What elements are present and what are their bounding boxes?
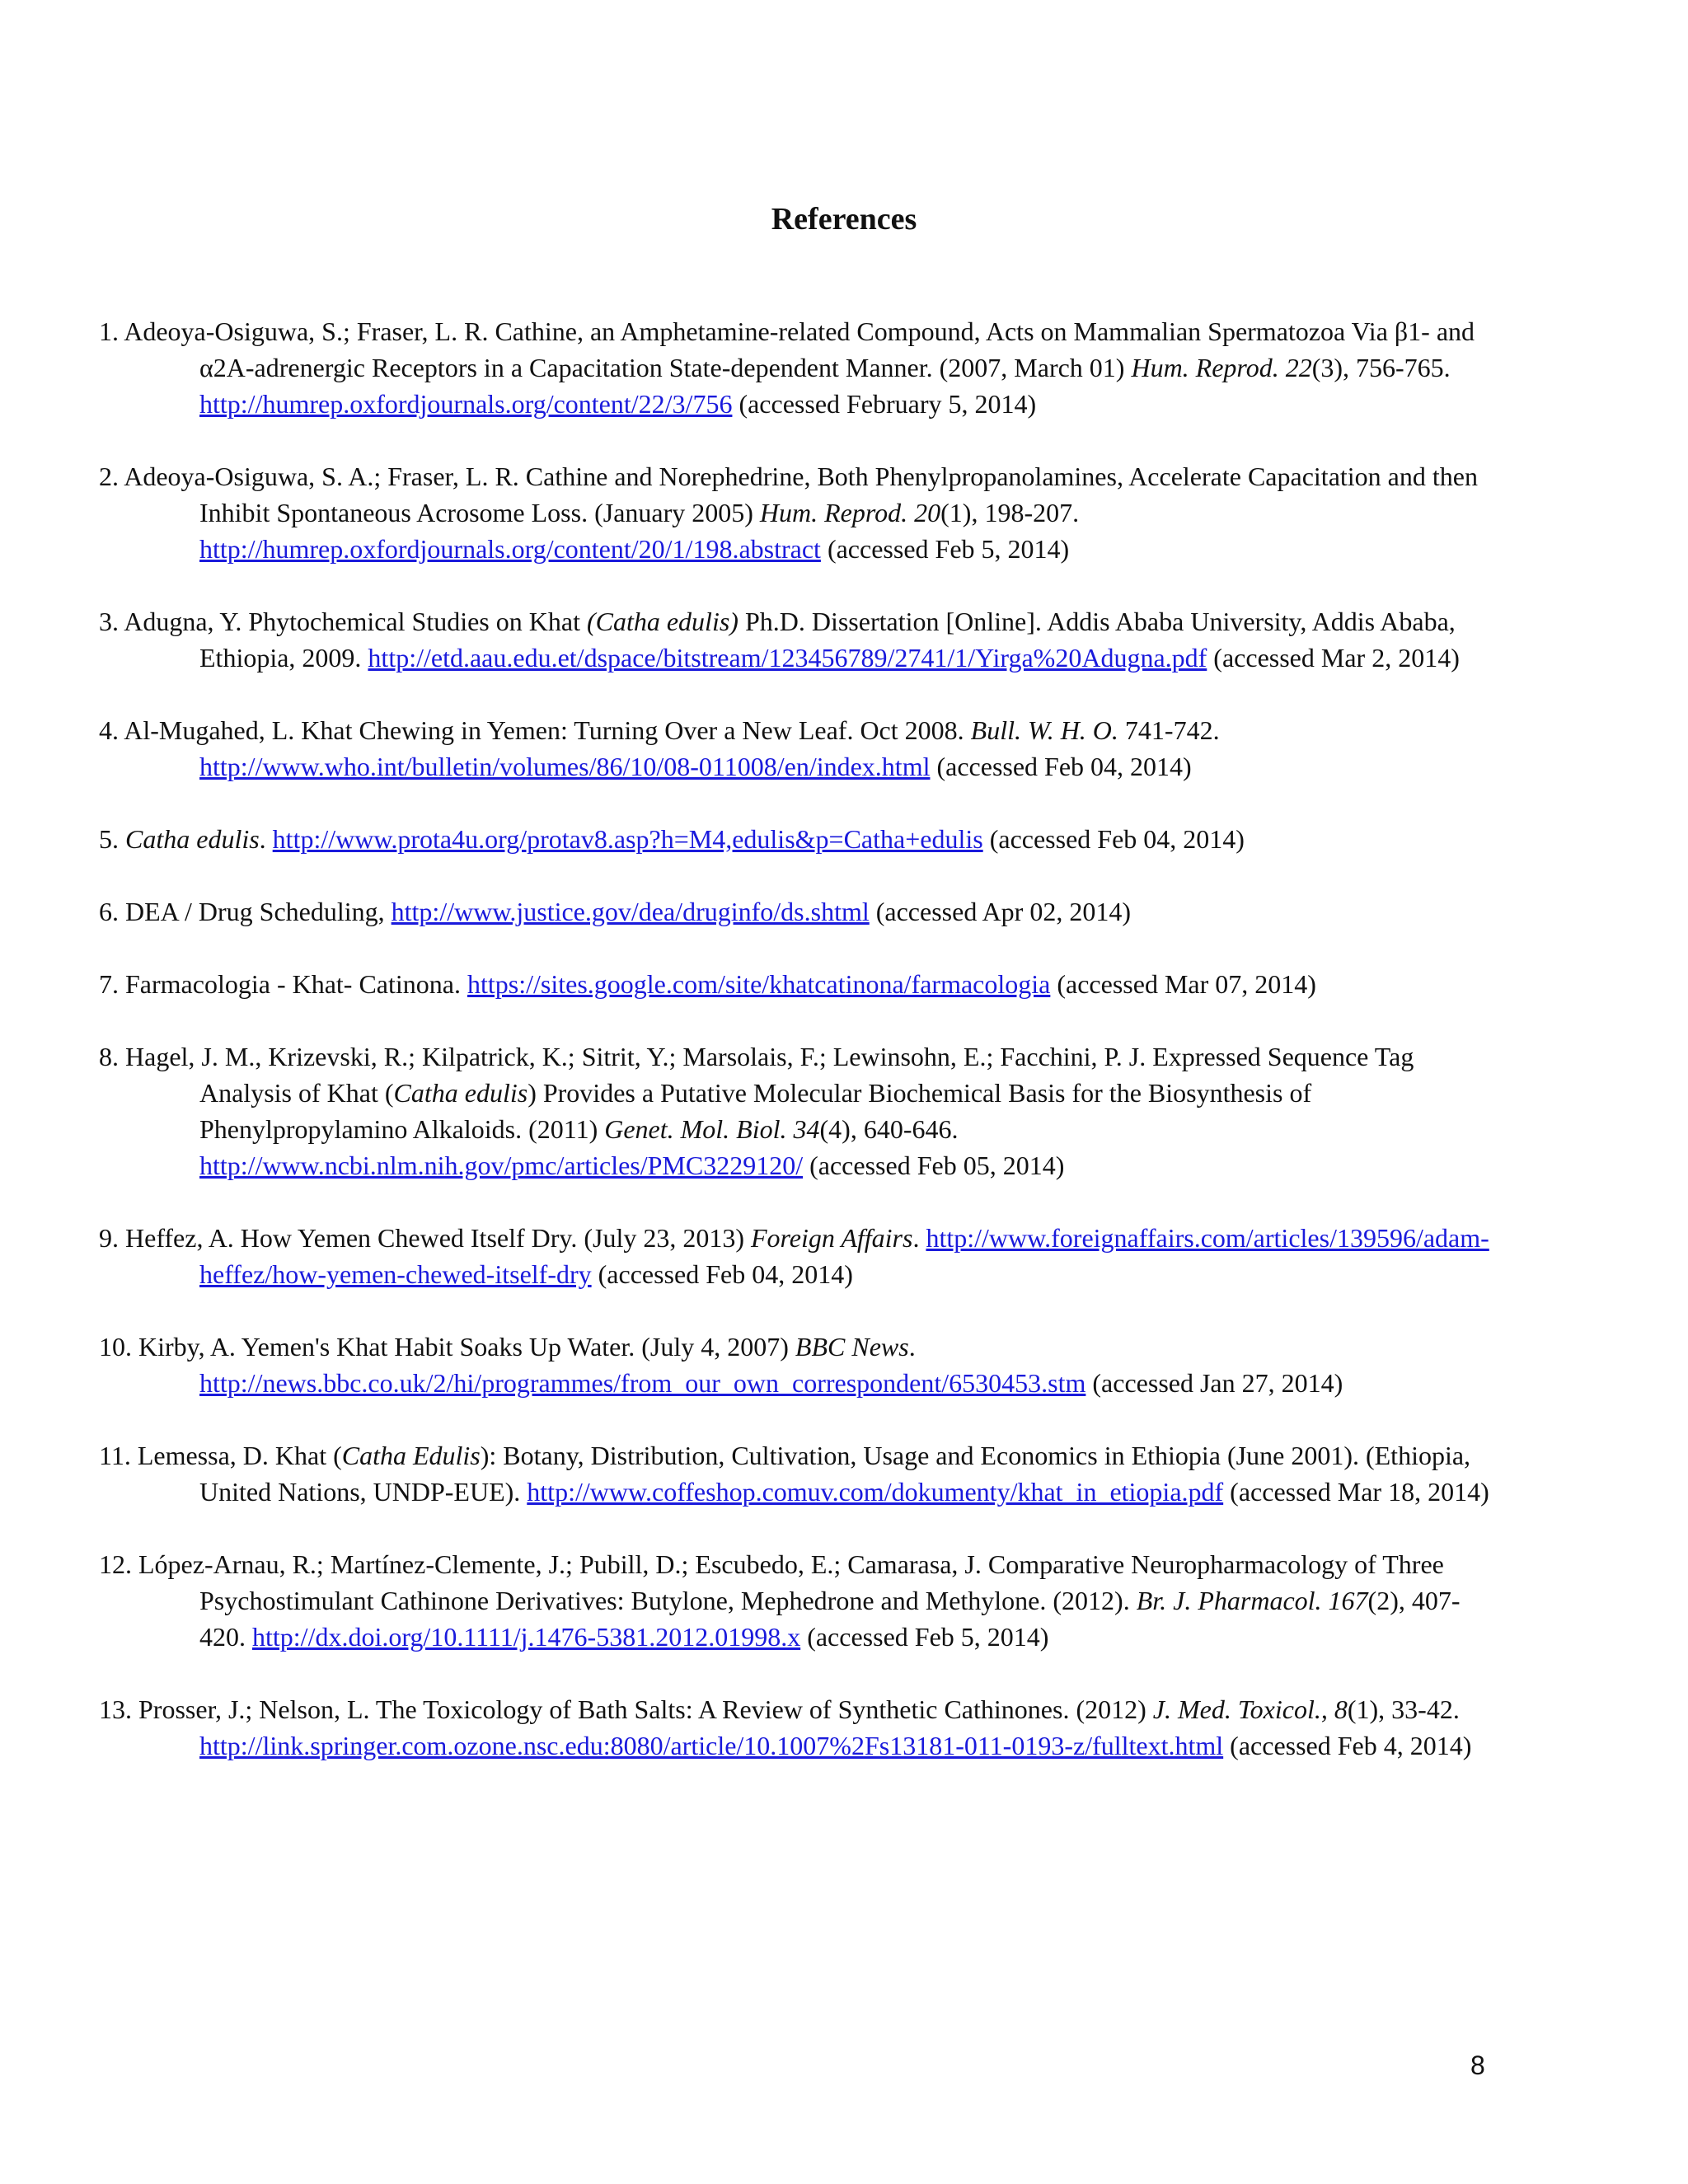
- reference-number: 11.: [99, 1441, 131, 1470]
- reference-item: [99, 1437, 1500, 1510]
- reference-accessed: (accessed Mar 07, 2014): [1050, 969, 1316, 999]
- reference-accessed: (accessed February 5, 2014): [732, 389, 1037, 419]
- reference-item: [99, 712, 1500, 785]
- reference-text: Heffez, A. How Yemen Chewed Itself Dry. (July 23, 2013): [125, 1223, 751, 1253]
- reference-accessed: (accessed Apr 02, 2014): [869, 897, 1131, 926]
- reference-text: Lemessa, D. Khat (: [137, 1441, 342, 1470]
- reference-text: DEA / Drug Scheduling,: [125, 897, 392, 926]
- reference-text: 741-742.: [1118, 715, 1220, 745]
- reference-text: Al-Mugahed, L. Khat Chewing in Yemen: Turning Over a New Leaf. Oct 2008.: [124, 715, 971, 745]
- reference-link[interactable]: http://link.springer.com.ozone.nsc.edu:8080/article/10.1007%2Fs13181-011-0193-z/fulltext.html: [199, 1731, 1224, 1760]
- reference-link[interactable]: http://www.ncbi.nlm.nih.gov/pmc/articles/PMC3229120/: [199, 1151, 804, 1180]
- reference-link[interactable]: http://news.bbc.co.uk/2/hi/programmes/from_our_own_correspondent/6530453.stm: [199, 1368, 1086, 1398]
- reference-item: [99, 1220, 1500, 1292]
- reference-text: Farmacologia - Khat- Catinona.: [125, 969, 467, 999]
- reference-text: Prosser, J.; Nelson, L. The Toxicology of Bath Salts: A Review of Synthetic Cathinones. (2012): [138, 1694, 1153, 1724]
- reference-text: (4), 640-646.: [819, 1114, 959, 1144]
- page-number: 8: [1470, 2050, 1485, 2080]
- reference-text: Ph.D. Dissertation [Online]. Addis Ababa University, Addis Ababa, Ethiopia, 2009.: [199, 607, 1456, 673]
- reference-title-italic: (Catha edulis): [586, 607, 738, 636]
- reference-accessed: (accessed Mar 2, 2014): [1207, 643, 1460, 673]
- reference-number: 10.: [99, 1332, 132, 1361]
- reference-text: (1), 33-42.: [1347, 1694, 1460, 1724]
- reference-journal: J. Med. Toxicol., 8: [1152, 1694, 1348, 1724]
- reference-text: Adeoya-Osiguwa, S. A.; Fraser, L. R. Cathine and Norephedrine, Both Phenylpropanolamines, Accelerate Capacitation and then Inhibit Spontaneous Acrosome Loss. (January 2005): [124, 462, 1478, 527]
- reference-number: 1.: [99, 316, 119, 346]
- reference-link[interactable]: http://www.justice.gov/dea/druginfo/ds.shtml: [391, 897, 870, 926]
- reference-accessed: (accessed Feb 5, 2014): [820, 534, 1070, 564]
- reference-link[interactable]: http://www.foreignaffairs.com/articles/139596/adam-heffez/how-yemen-chewed-itself-dry: [199, 1223, 1489, 1289]
- reference-accessed: (accessed Jan 27, 2014): [1085, 1368, 1343, 1398]
- reference-number: 6.: [99, 897, 119, 926]
- reference-number: 7.: [99, 969, 119, 999]
- reference-text: .: [908, 1332, 916, 1361]
- reference-link[interactable]: http://humrep.oxfordjournals.org/content/20/1/198.abstract: [199, 534, 821, 564]
- reference-text: Adugna, Y. Phytochemical Studies on Khat: [124, 607, 587, 636]
- reference-journal: Hum. Reprod. 22: [1131, 353, 1312, 382]
- reference-text: (2), 407-420.: [199, 1586, 1461, 1652]
- reference-text: .: [259, 824, 273, 854]
- reference-link[interactable]: http://www.coffeshop.comuv.com/dokumenty/khat_in_etiopia.pdf: [527, 1477, 1224, 1507]
- reference-title-italic: Catha Edulis: [341, 1441, 481, 1470]
- reference-text: López-Arnau, R.; Martínez-Clemente, J.; Pubill, D.; Escubedo, E.; Camarasa, J. Comparative Neuropharmacology of Three Psychostimulant Cathinone Derivatives: Butylone, Mephedrone and Methylone. (2012).: [138, 1549, 1444, 1615]
- reference-journal: Foreign Affairs: [750, 1223, 913, 1253]
- reference-item: [99, 1691, 1500, 1764]
- reference-item: [99, 1329, 1500, 1401]
- reference-item: [99, 821, 1500, 857]
- reference-item: [99, 1546, 1500, 1655]
- reference-number: 2.: [99, 462, 119, 491]
- reference-journal: BBC News: [795, 1332, 909, 1361]
- reference-number: 9.: [99, 1223, 119, 1253]
- reference-text: Hagel, J. M., Krizevski, R.; Kilpatrick, K.; Sitrit, Y.; Marsolais, F.; Lewinsohn, E.; Facchini, P. J. Expressed Sequence Tag Analysis of Khat (: [125, 1042, 1414, 1108]
- reference-accessed: (accessed Feb 04, 2014): [591, 1259, 853, 1289]
- reference-accessed: (accessed Feb 05, 2014): [803, 1151, 1065, 1180]
- reference-number: 8.: [99, 1042, 119, 1071]
- reference-link[interactable]: http://www.who.int/bulletin/volumes/86/10/08-011008/en/index.html: [199, 752, 931, 781]
- reference-text: Adeoya-Osiguwa, S.; Fraser, L. R. Cathine, an Amphetamine-related Compound, Acts on Mammalian Spermatozoa Via β1- and α2A-adrenergic Receptors in a Capacitation State-dependent Manner. (2007, March 01): [124, 316, 1475, 382]
- reference-text: (3), 756-765.: [1311, 353, 1451, 382]
- reference-title-italic: Catha edulis: [125, 824, 260, 854]
- reference-link[interactable]: http://etd.aau.edu.et/dspace/bitstream/123456789/2741/1/Yirga%20Adugna.pdf: [368, 643, 1207, 673]
- reference-text: (1), 198-207.: [940, 498, 1080, 527]
- reference-link[interactable]: http://dx.doi.org/10.1111/j.1476-5381.2012.01998.x: [252, 1622, 801, 1652]
- reference-number: 12.: [99, 1549, 132, 1579]
- reference-number: 3.: [99, 607, 119, 636]
- reference-number: 4.: [99, 715, 119, 745]
- reference-link[interactable]: http://humrep.oxfordjournals.org/content/22/3/756: [199, 389, 733, 419]
- reference-accessed: (accessed Feb 5, 2014): [800, 1622, 1049, 1652]
- reference-journal: Bull. W. H. O.: [970, 715, 1118, 745]
- reference-journal: Br. J. Pharmacol. 167: [1136, 1586, 1368, 1615]
- reference-link[interactable]: http://www.prota4u.org/protav8.asp?h=M4,edulis&p=Catha+edulis: [272, 824, 983, 854]
- reference-list: [99, 313, 1500, 1800]
- reference-link[interactable]: https://sites.google.com/site/khatcatinona/farmacologia: [467, 969, 1051, 999]
- reference-number: 13.: [99, 1694, 132, 1724]
- reference-accessed: (accessed Feb 4, 2014): [1223, 1731, 1472, 1760]
- reference-item: [99, 313, 1500, 422]
- reference-text: ) Provides a Putative Molecular Biochemical Basis for the Biosynthesis of Phenylpropylamino Alkaloids. (2011): [199, 1078, 1312, 1144]
- reference-item: [99, 893, 1500, 930]
- reference-text: Kirby, A. Yemen's Khat Habit Soaks Up Water. (July 4, 2007): [138, 1332, 795, 1361]
- reference-item: [99, 1038, 1500, 1183]
- reference-journal: Genet. Mol. Biol. 34: [604, 1114, 820, 1144]
- reference-accessed: (accessed Feb 04, 2014): [982, 824, 1245, 854]
- reference-item: [99, 458, 1500, 567]
- reference-text: .: [912, 1223, 926, 1253]
- page-title: References: [771, 202, 917, 237]
- reference-number: 5.: [99, 824, 119, 854]
- reference-text: ): Botany, Distribution, Cultivation, Usage and Economics in Ethiopia (June 2001). (Ethiopia, United Nations, UNDP-EUE).: [199, 1441, 1471, 1507]
- reference-journal: Hum. Reprod. 20: [759, 498, 941, 527]
- reference-accessed: (accessed Feb 04, 2014): [930, 752, 1192, 781]
- reference-item: [99, 603, 1500, 676]
- reference-accessed: (accessed Mar 18, 2014): [1223, 1477, 1489, 1507]
- reference-item: [99, 966, 1500, 1002]
- reference-title-italic: Catha edulis: [393, 1078, 528, 1108]
